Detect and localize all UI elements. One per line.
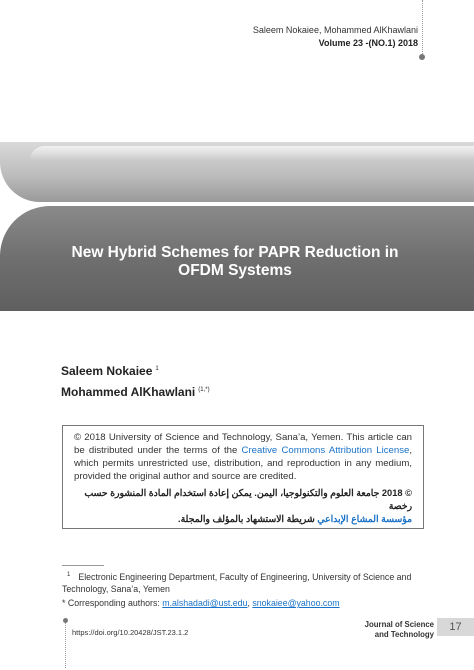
license-arabic-link[interactable]: مؤسسة المشاع الإبداعي xyxy=(317,514,412,524)
page-number: 17 xyxy=(437,618,474,636)
email-separator: , xyxy=(247,598,253,608)
title-band-highlight xyxy=(30,146,474,160)
email-link-2[interactable]: snokaiee@yahoo.com xyxy=(252,598,340,608)
license-text-english xyxy=(74,431,412,483)
author-1 xyxy=(61,364,159,378)
footnote-mark: 1 xyxy=(67,572,71,578)
journal-name-line1: Journal of Science xyxy=(364,620,434,629)
license-text-start: © 2018 University of Science and Technology, Sana’a, Yemen. This article can be distributed under the terms of the xyxy=(74,432,412,456)
email-link-1[interactable]: m.alshadadi@ust.edu xyxy=(162,598,248,608)
doi-divider xyxy=(65,623,66,668)
license-text-end: , which permits unrestricted use, distribution, and reproduction in any medium, provided the original author and source are credited. xyxy=(74,445,412,482)
footnote-affiliation-text: Electronic Engineering Department, Faculty of Engineering, University of Science and Technology, Sana’a, Yemen xyxy=(62,572,412,594)
doi-link[interactable]: https://doi.org/10.20428/JST.23.1.2 xyxy=(72,628,189,637)
header-authors: Saleem Nokaiee, Mohammed AlKhawlani xyxy=(252,25,418,35)
article-title xyxy=(40,244,430,280)
license-box xyxy=(62,425,424,529)
author-2-name: Mohammed AlKhawlani xyxy=(61,385,196,399)
header-volume: Volume 23 -(NO.1) 2018 xyxy=(318,38,418,48)
footnote-rule xyxy=(62,565,104,566)
author-1-name: Saleem Nokaiee xyxy=(61,364,153,378)
article-title-line2: OFDM Systems xyxy=(178,262,292,279)
journal-name-line2: and Technology xyxy=(374,630,434,639)
footnote-affiliation xyxy=(62,569,424,595)
author-2 xyxy=(61,385,210,399)
author-1-mark: 1 xyxy=(155,366,159,372)
journal-name xyxy=(360,620,434,640)
header-divider xyxy=(422,0,423,58)
license-arabic-line1: © 2018 جامعة العلوم والتكنولوجيا، اليمن. يمكن إعادة استخدام المادة المنشورة حسب رخصة xyxy=(84,488,412,511)
license-link[interactable]: Creative Commons Attribution License xyxy=(241,445,410,456)
license-arabic-line2: شريطة الاستشهاد بالمؤلف والمجلة. xyxy=(177,514,318,524)
license-text-arabic xyxy=(74,487,412,526)
article-title-line1: New Hybrid Schemes for PAPR Reduction in xyxy=(71,244,399,261)
corresponding-label: * Corresponding authors: xyxy=(62,598,163,608)
footnote-corresponding xyxy=(62,598,340,608)
author-2-mark: (1,*) xyxy=(198,387,210,393)
header-dot-icon xyxy=(419,54,425,60)
